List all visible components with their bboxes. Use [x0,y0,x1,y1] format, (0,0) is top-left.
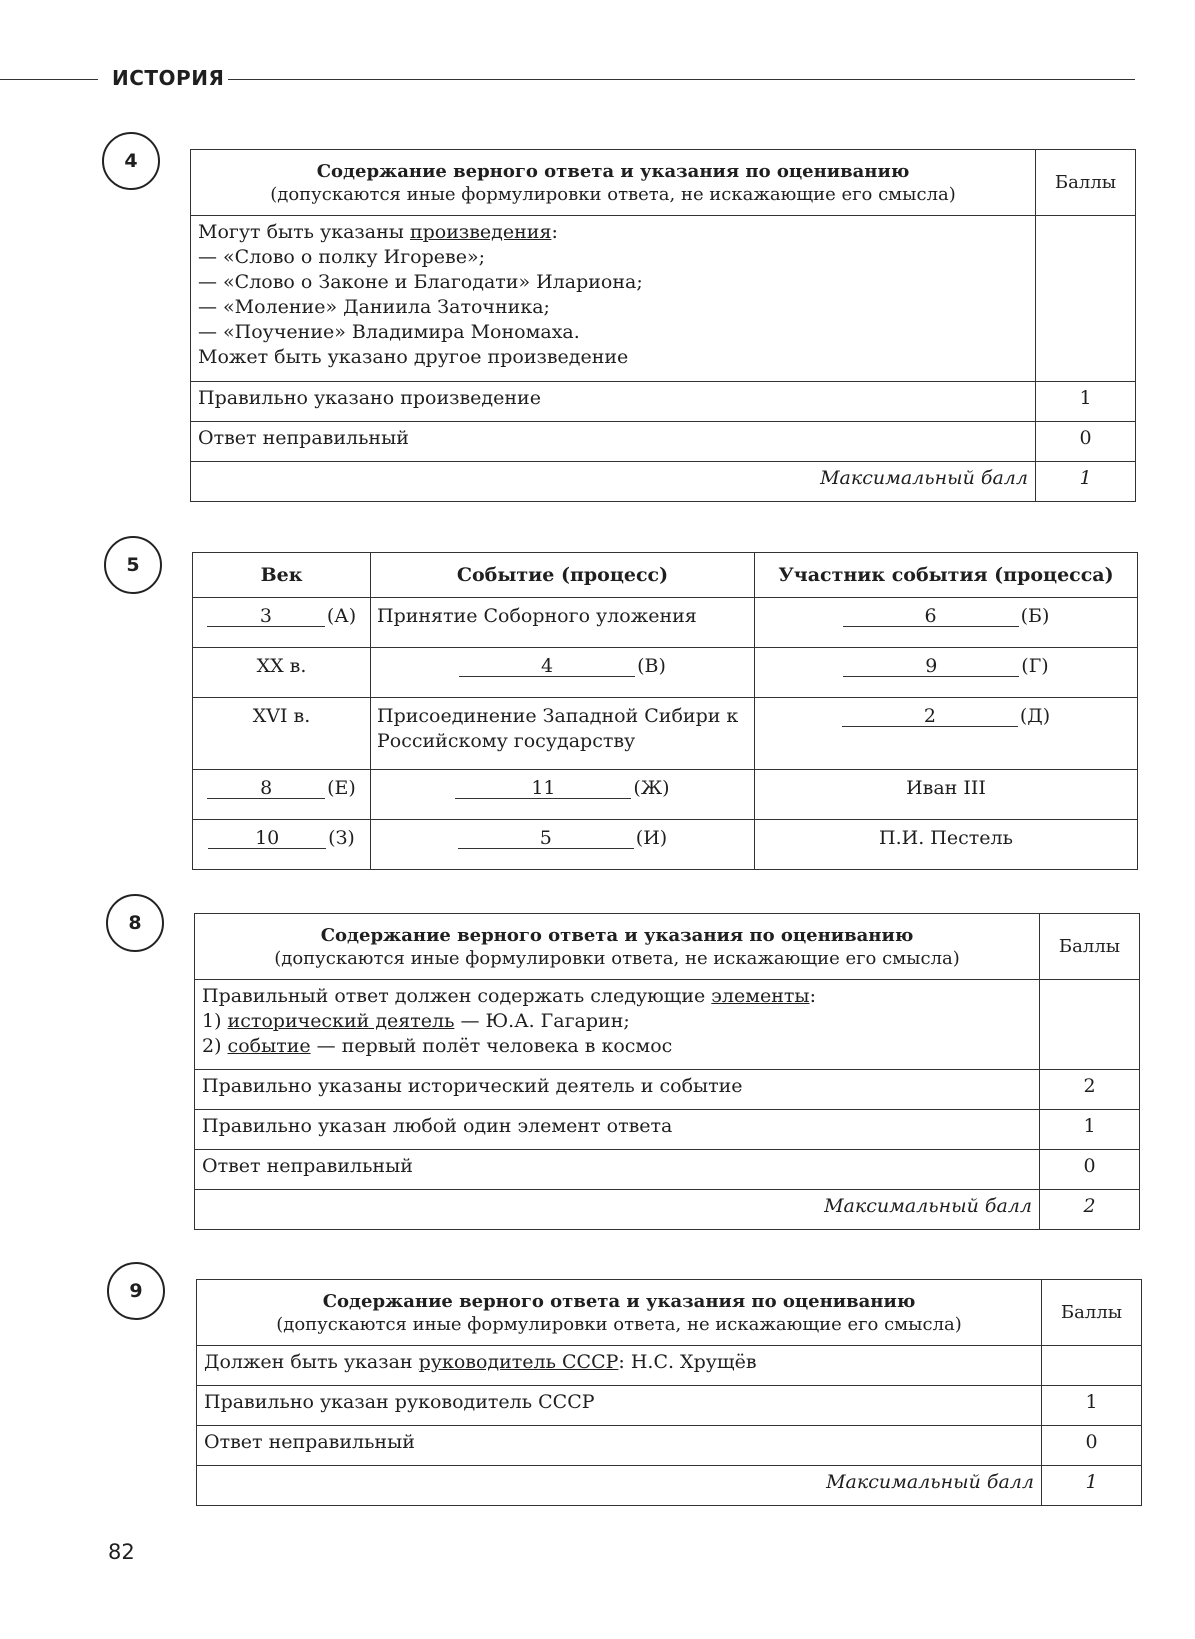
criteria-header-cell [191,150,1036,216]
event-cell: Присоединение Западной Сибири к Российскому государству [371,698,755,770]
blank-label: (З) [328,827,355,849]
century-cell [193,770,371,820]
participant-cell [755,698,1138,770]
empty-score-cell [1042,1346,1142,1386]
task-9-number-badge: 9 [107,1262,165,1320]
answer-content-cell [195,980,1040,1070]
answer-blank: 3 [207,606,325,627]
century-cell [193,820,371,870]
answer-blank: 5 [458,828,634,849]
blank-label: (А) [326,605,357,627]
criteria-header-title: Содержание верного ответа и указания по оцениванию [316,160,910,182]
participant-cell: Иван III [755,770,1138,820]
max-score-label: Максимальный балл [197,1466,1042,1506]
criteria-header-cell [197,1280,1042,1346]
participant-cell [755,598,1138,648]
blank-label: (Г) [1021,655,1049,677]
criteria-header-subtitle: (допускаются иные формулировки ответа, не искажающие его смысла) [276,1313,962,1335]
answer-blank: 2 [842,706,1018,727]
criteria-header-title: Содержание верного ответа и указания по оцениванию [322,1290,916,1312]
criterion-score: 0 [1042,1426,1142,1466]
answer-intro: Могут быть указаны произведения: [198,221,558,243]
answer-blank: 11 [455,778,631,799]
criteria-header-subtitle: (допускаются иные формулировки ответа, не искажающие его смысла) [274,947,960,969]
task-4-number-badge: 4 [102,132,160,190]
answer-item: — «Слово о Законе и Благодати» Илариона; [198,271,643,293]
task-4-criteria-table [190,149,1136,502]
criterion-score: 0 [1040,1150,1140,1190]
participant-cell [755,648,1138,698]
event-cell [371,770,755,820]
criteria-header-title: Содержание верного ответа и указания по оцениванию [320,924,914,946]
criterion-score: 1 [1036,382,1136,422]
blank-label: (Б) [1020,605,1050,627]
criteria-header-cell [195,914,1040,980]
blank-label: (В) [637,655,666,677]
empty-score-cell [1036,216,1136,382]
task-9-criteria-table [196,1279,1142,1506]
answer-item: — «Моление» Даниила Заточника; [198,296,550,318]
event-cell [371,820,755,870]
max-score-value: 2 [1040,1190,1140,1230]
blank-label: (Е) [327,777,356,799]
blank-label: (Д) [1019,705,1051,727]
criterion-score: 2 [1040,1070,1140,1110]
criterion-text: Правильно указаны исторический деятель и событие [195,1070,1040,1110]
century-cell [193,598,371,648]
answer-content-cell: Должен быть указан руководитель СССР: Н.С. Хрущёв [197,1346,1042,1386]
criterion-score: 1 [1040,1110,1140,1150]
criterion-text: Правильно указан любой один элемент ответа [195,1110,1040,1150]
column-header-century: Век [193,553,371,598]
points-header: Баллы [1036,150,1136,216]
answer-element: 1) исторический деятель — Ю.А. Гагарин; [202,1010,630,1032]
header-rule-right [228,79,1135,80]
task-8-criteria-table [194,913,1140,1230]
event-cell [371,648,755,698]
max-score-value: 1 [1036,462,1136,502]
answer-outro: Может быть указано другое произведение [198,346,629,368]
header-rule-left [0,79,98,80]
criteria-header-subtitle: (допускаются иные формулировки ответа, не искажающие его смысла) [270,183,956,205]
criterion-text: Правильно указан руководитель СССР [197,1386,1042,1426]
participant-cell: П.И. Пестель [755,820,1138,870]
answer-intro: Правильный ответ должен содержать следующие элементы: [202,985,816,1007]
points-header: Баллы [1040,914,1140,980]
task-5-answer-table [192,552,1138,870]
answer-blank: 8 [207,778,325,799]
criterion-text: Правильно указано произведение [191,382,1036,422]
empty-score-cell [1040,980,1140,1070]
answer-item: — «Слово о полку Игореве»; [198,246,485,268]
task-8-number-badge: 8 [106,894,164,952]
answer-blank: 9 [843,656,1019,677]
page-number: 82 [108,1540,135,1564]
max-score-label: Максимальный балл [191,462,1036,502]
criterion-score: 1 [1042,1386,1142,1426]
answer-blank: 4 [459,656,635,677]
answer-item: — «Поучение» Владимира Мономаха. [198,321,580,343]
column-header-participant: Участник события (процесса) [755,553,1138,598]
answer-blank: 10 [208,828,326,849]
answer-blank: 6 [843,606,1019,627]
points-header: Баллы [1042,1280,1142,1346]
blank-label: (И) [635,827,668,849]
blank-label: (Ж) [633,777,670,799]
answer-element: 2) событие — первый полёт человека в космос [202,1035,673,1057]
criterion-text: Ответ неправильный [195,1150,1040,1190]
column-header-event: Событие (процесс) [371,553,755,598]
answer-content-cell [191,216,1036,382]
century-cell: XVI в. [193,698,371,770]
criterion-text: Ответ неправильный [197,1426,1042,1466]
criterion-text: Ответ неправильный [191,422,1036,462]
event-cell: Принятие Соборного уложения [371,598,755,648]
century-cell: XX в. [193,648,371,698]
section-title: ИСТОРИЯ [112,66,225,90]
max-score-value: 1 [1042,1466,1142,1506]
task-5-number-badge: 5 [104,536,162,594]
criterion-score: 0 [1036,422,1136,462]
max-score-label: Максимальный балл [195,1190,1040,1230]
